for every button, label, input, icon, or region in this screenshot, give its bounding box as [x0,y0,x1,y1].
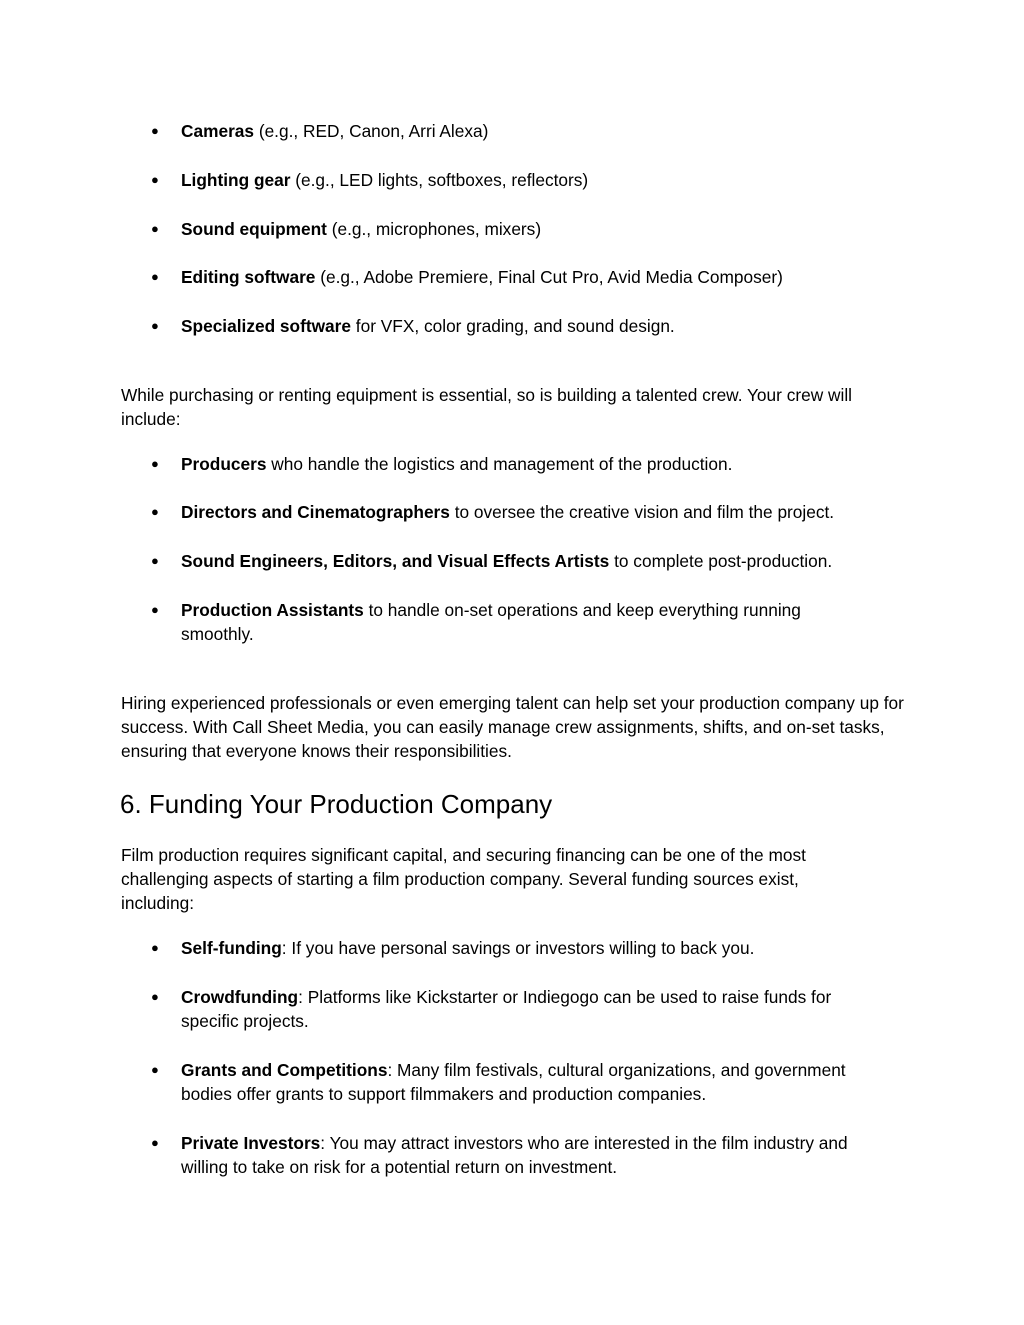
list-item-description: (e.g., microphones, mixers) [326,219,542,239]
list-item-term: Sound Engineers, Editors, and Visual Effects Artists [181,551,610,571]
funding-intro-paragraph: Film production requires significant capital, and securing financing can be one of the most challenging aspects of starting a film production company. Several funding sources exist, including: [121,845,806,913]
list-item-term: Private Investors [181,1133,321,1153]
list-item-term: Production Assistants [181,600,364,620]
list-item-description: to handle on-set operations and keep everything running smoothly. [181,600,801,644]
bullet-icon: ● [151,318,159,333]
bullet-icon: ● [151,989,159,1004]
list-item-term: Directors and Cinematographers [181,502,450,522]
list-item-term: Sound equipment [181,219,327,239]
list-item-description: : Many film festivals, cultural organizations, and government bodies offer grants to support filmmakers and production companies. [181,1060,846,1104]
bullet-icon: ● [151,504,159,519]
bullet-icon: ● [151,1135,159,1150]
bullet-icon: ● [151,602,159,617]
bullet-icon: ● [151,553,159,568]
list-item-term: Self-funding [181,938,282,958]
list-item-term: Producers [181,454,267,474]
list-item-description: to oversee the creative vision and film the project. [449,502,835,522]
list-item-term: Lighting gear [181,170,291,190]
list-item-term: Editing software [181,267,316,287]
bullet-icon: ● [151,172,159,187]
list-item-description: (e.g., RED, Canon, Arri Alexa) [254,121,489,141]
bullet-icon: ● [151,940,159,955]
crew-intro-paragraph: While purchasing or renting equipment is essential, so is building a talented crew. Your crew will include: [121,385,853,429]
list-item-description: for VFX, color grading, and sound design. [351,316,675,336]
bullet-icon: ● [151,221,159,236]
list-item-description: to complete post-production. [609,551,833,571]
list-item-description: : You may attract investors who are interested in the film industry and willing to take on risk for a potential return on investment. [181,1133,848,1177]
hiring-paragraph: Hiring experienced professionals or even emerging talent can help set your production company up for success. With Call Sheet Media, you can easily manage crew assignments, shifts, and on-set tasks, ensuring that everyone knows their responsibilities. [121,693,904,761]
list-item-description: who handle the logistics and management of the production. [266,454,733,474]
section-heading: 6. Funding Your Production Company [120,789,553,819]
list-item-description: (e.g., LED lights, softboxes, reflectors) [290,170,589,190]
list-item-description: (e.g., Adobe Premiere, Final Cut Pro, Avid Media Composer) [315,267,783,287]
list-item-description: : Platforms like Kickstarter or Indiegogo can be used to raise funds for specific projects. [181,987,832,1031]
bullet-icon: ● [151,269,159,284]
list-item-description: : If you have personal savings or investors willing to back you. [281,938,755,958]
list-item-term: Specialized software [181,316,351,336]
bullet-icon: ● [151,1062,159,1077]
bullet-icon: ● [151,456,159,471]
list-item-term: Cameras [181,121,255,141]
bullet-icon: ● [151,123,159,138]
list-item-term: Grants and Competitions [181,1060,388,1080]
list-item-term: Crowdfunding [181,987,299,1007]
